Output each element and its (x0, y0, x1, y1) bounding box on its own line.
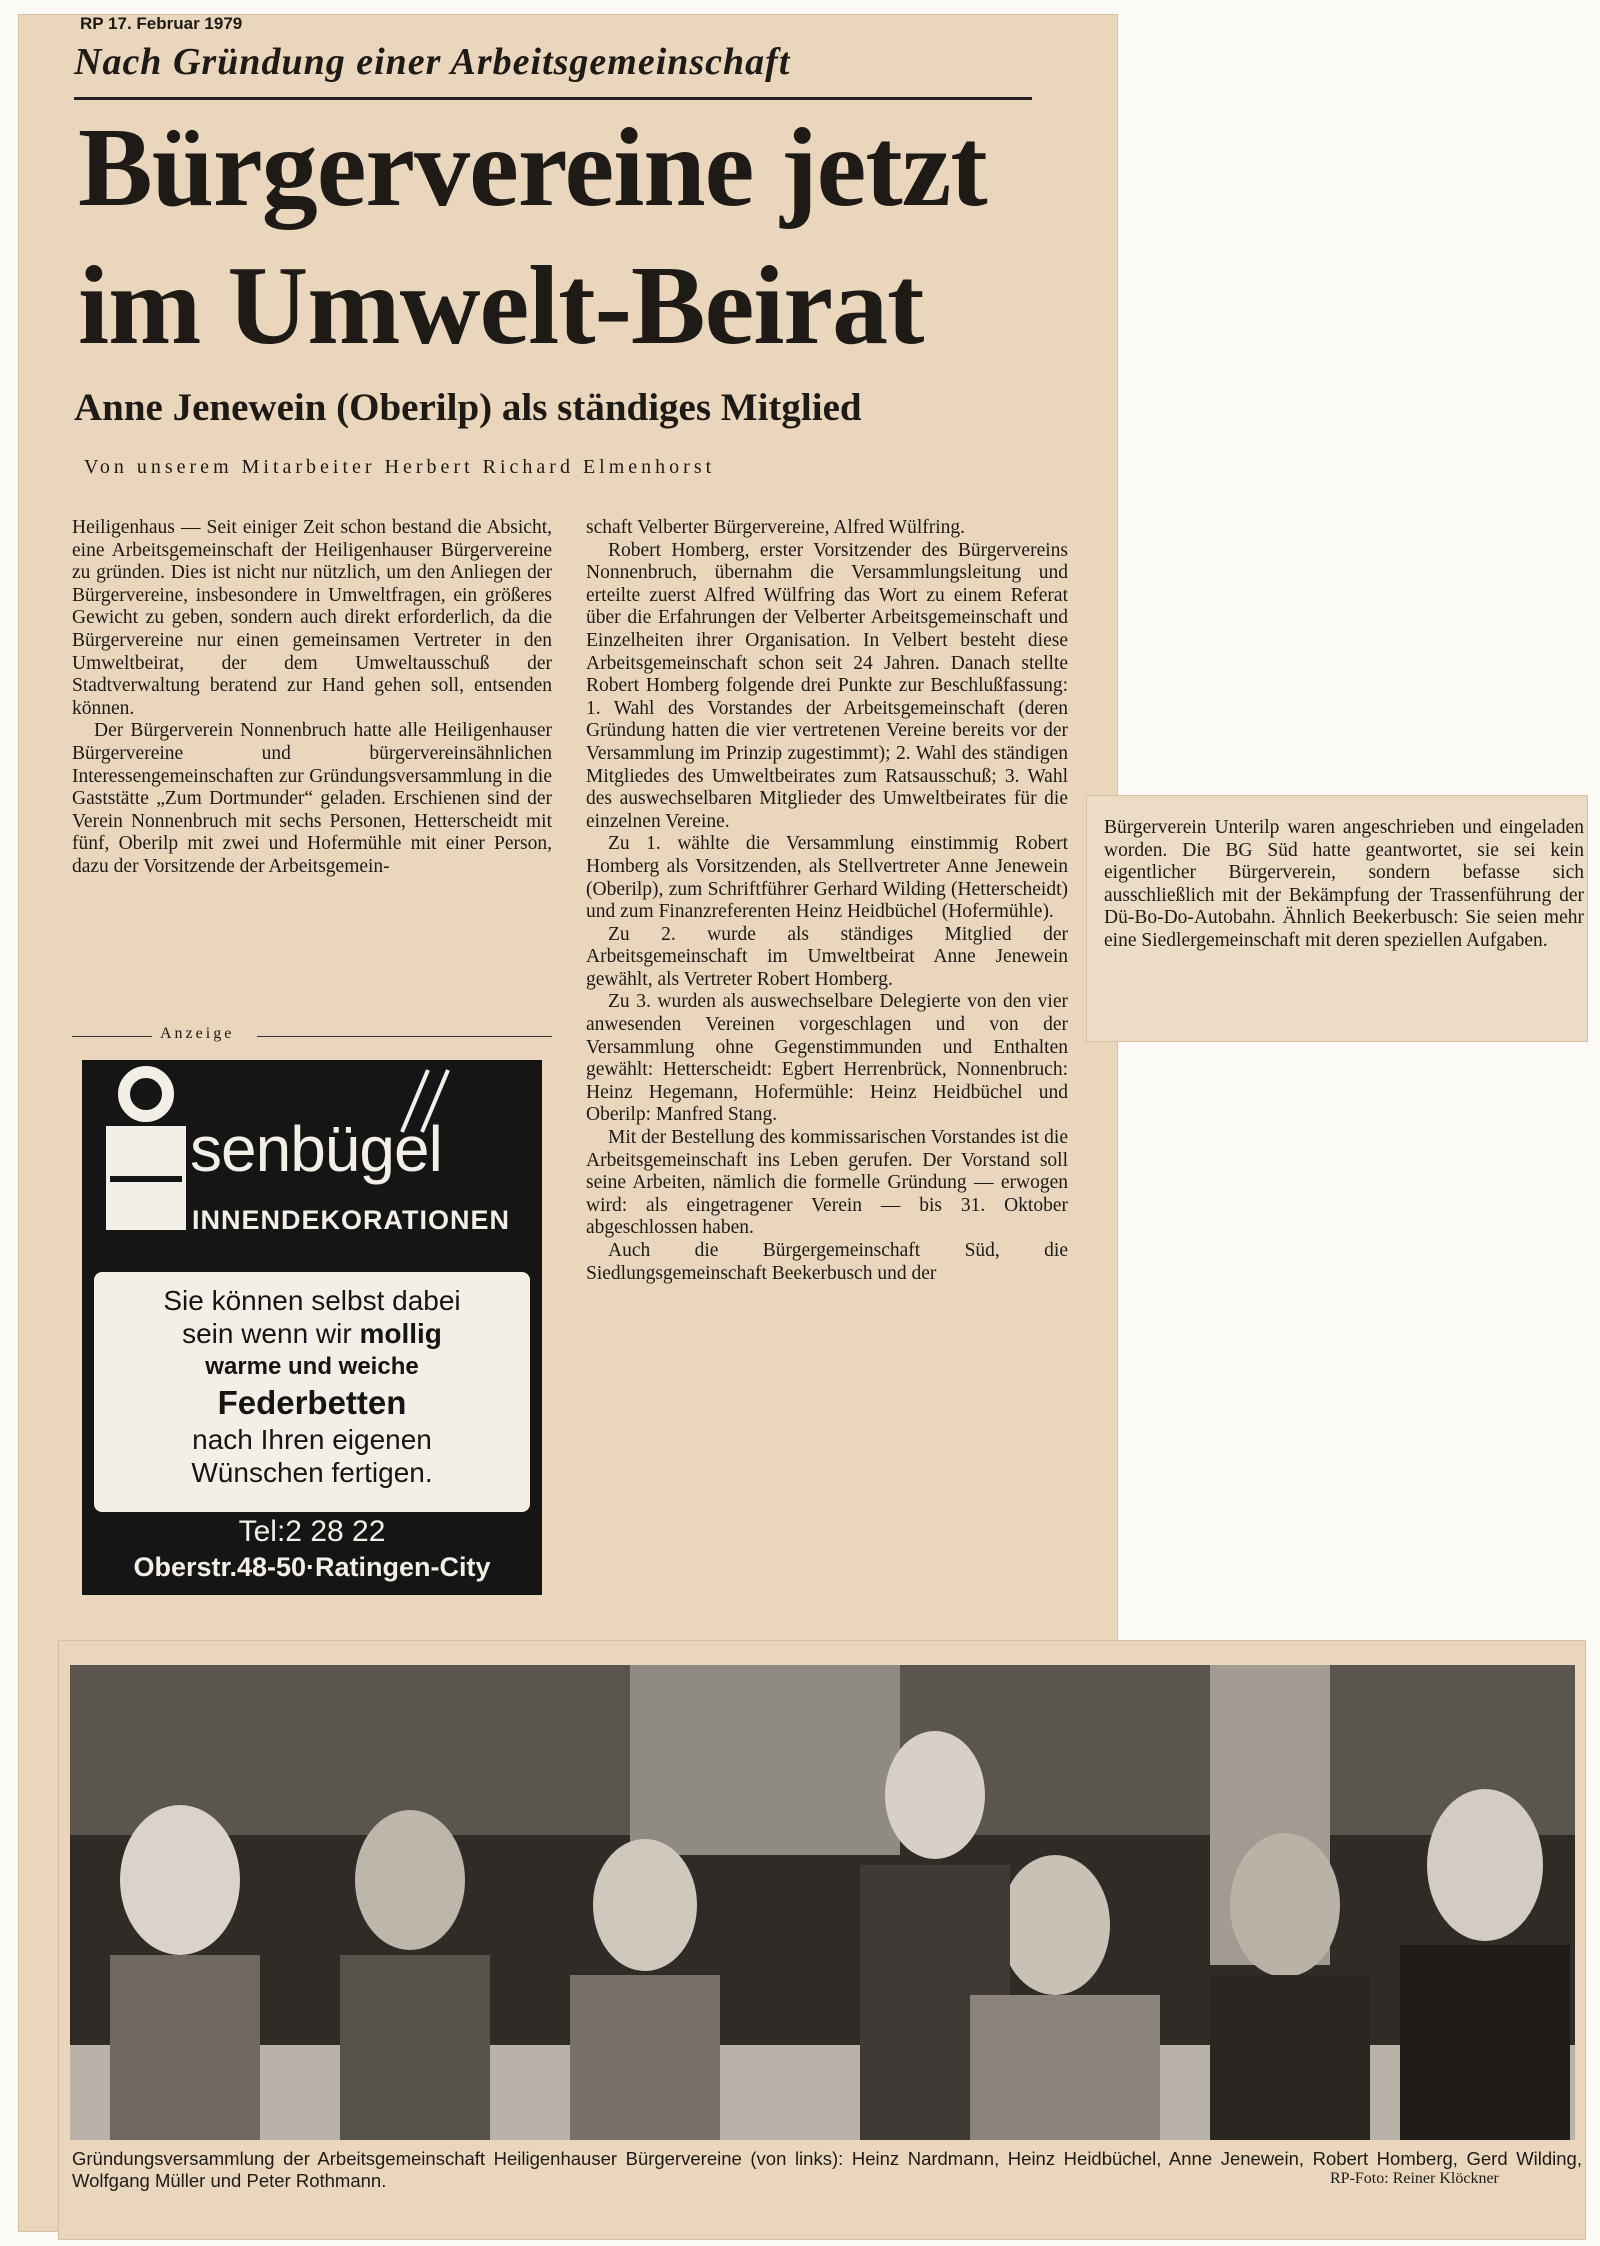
byline: Von unserem Mitarbeiter Herbert Richard Elmenhorst (84, 456, 716, 478)
ad-line-part: sein wenn wir (182, 1318, 360, 1349)
ad-line: warme und weiche (205, 1353, 419, 1380)
photo-caption: Gründungsversammlung der Arbeitsgemeinschaft Heiligenhauser Bürgervereine (von links): Heinz Nardmann, Heinz Heidbüchel, Anne Jenewein, Robert Homberg, Gerd Wilding, Wolfgang Müller und Peter Rothmann. (72, 2148, 1582, 2191)
ad-label-rule (257, 1036, 552, 1037)
kicker-headline: Nach Gründung einer Arbeitsgemeinschaft (74, 41, 791, 83)
ad-telephone: Tel:2 28 22 (238, 1515, 386, 1548)
article-paragraph: Zu 3. wurden als auswechselbare Delegierte von den vier anwesenden Vereinen vorgeschlagen und von der Versammlung ohne Gegenstimmunden und Enthalten gewählt: Hetterscheidt: Egbert Herrenbrück, Nonnenbruch: Heinz Hegemann, Hofermühle: Heinz Heidbüchel und Oberilp: Manfred Stang. (586, 991, 1068, 1126)
article-paragraph: Der Bürgerverein Nonnenbruch hatte alle Heiligenhauser Bürgervereine und bürgervereinsähnlichen Interessengemeinschaften zur Gründungsversammlung in die Gaststätte „Zum Dortmunder“ geladen. Erschienen sind der Verein Nonnenbruch mit sechs Personen, Hetterscheidt mit fünf, Oberilp mit zwei und Hofermühle mit einer Person, dazu der Vorsitzende der Arbeitsgemein- (72, 720, 552, 877)
ad-line-emphasis: mollig (359, 1318, 442, 1349)
ad-line: Sie können selbst dabei (163, 1285, 461, 1316)
ad-line: Wünschen fertigen. (191, 1457, 433, 1488)
ad-subtitle: INNENDEKORATIONEN (192, 1205, 511, 1235)
ad-line: nach Ihren eigenen (192, 1424, 432, 1455)
headline-line-1: Bürgervereine jetzt (78, 106, 987, 230)
subheadline: Anne Jenewein (Oberilp) als ständiges Mitglied (74, 386, 862, 429)
ad-address: Oberstr.48-50·Ratingen-City (133, 1552, 491, 1582)
ad-text-panel (94, 1272, 530, 1512)
article-column-3 (1104, 817, 1584, 953)
ad-line (94, 1317, 530, 1350)
group-photo (70, 1665, 1575, 2140)
article-paragraph: Auch die Bürgergemeinschaft Süd, die Siedlungsgemeinschaft Beekerbusch und der (586, 1240, 1068, 1284)
article-column-2 (586, 517, 1068, 1285)
isenbuegel-logo-i-icon (96, 1064, 196, 1234)
ad-logo-text: senbügel (190, 1113, 442, 1185)
ad-label-rule (72, 1036, 152, 1037)
article-paragraph: Zu 1. wählte die Versammlung einstimmig Robert Homberg als Vorsitzenden, als Stellvertreter Anne Jenewein (Oberilp), zum Schriftführer Gerhard Wilding (Hetterscheidt) und zum Finanzreferenten Heinz Heidbüchel (Hofermühle). (586, 833, 1068, 923)
ad-label: Anzeige (160, 1025, 235, 1042)
article-paragraph: Bürgerverein Unterilp waren angeschrieben und eingeladen worden. Die BG Süd hatte geantwortet, sie sei kein eigentlicher Bürgerverein, sondern befasse sich ausschließlich mit der Bekämpfung der Trassenführung der Dü-Bo-Do-Autobahn. Ähnlich Beekerbusch: Sie seien mehr eine Siedlergemeinschaft mit deren speziellen Aufgaben. (1104, 817, 1584, 951)
photo-credit: RP-Foto: Reiner Klöckner (1330, 2170, 1499, 2187)
article-paragraph: Mit der Bestellung des kommissarischen Vorstandes ist die Arbeitsgemeinschaft ins Leben gerufen. Der Vorstand soll seine Arbeiten, nämlich die formelle Gründung — erwogen wird: als eingetragener Verein — bis 31. Oktober abgeschlossen haben. (586, 1127, 1068, 1239)
article-paragraph: Heiligenhaus — Seit einiger Zeit schon bestand die Absicht, eine Arbeitsgemeinschaft der Heiligenhauser Bürgervereine zu gründen. Dies ist nicht nur nützlich, um den Anliegen der Bürgervereine, insbesondere in Umweltfragen, ein größeres Gewicht zu geben, sondern auch direkt erforderlich, da die Bürgervereine nur einen gemeinsamen Vertreter in den Umweltbeirat, der dem Umweltausschuß der Stadtverwaltung beratend zur Hand gehen soll, entsenden können. (72, 517, 552, 719)
article-paragraph: schaft Velberter Bürgervereine, Alfred Wülfring. (586, 517, 966, 538)
ad-label-row (72, 1025, 552, 1047)
kicker-rule (74, 97, 1032, 100)
article-paragraph: Robert Homberg, erster Vorsitzender des Bürgervereins Nonnenbruch, übernahm die Versammlungsleitung und erteilte zuerst Alfred Wülfring das Wort zu einem Referat über die Erfahrungen der Velberter Arbeitsgemeinschaft und Einzelheiten ihrer Organisation. In Velbert besteht diese Arbeitsgemeinschaft schon seit 24 Jahren. Danach stellte Robert Homberg folgende drei Punkte zur Beschlußfassung: 1. Wahl des Vorstandes der Arbeitsgemeinschaft (deren Gründung hatten die vier vertretenen Vereine bereits vor der Versammlung im Prinzip zugestimmt); 2. Wahl des ständigen Mitgliedes des Umweltbeirates zum Ratsausschuß; 3. Wahl des auswechselbaren Mitglieder des Umweltbeirates für die einzelnen Vereine. (586, 539, 1068, 832)
headline-line-2: im Umwelt-Beirat (78, 244, 924, 368)
advertisement (82, 1060, 542, 1595)
article-column-1 (72, 517, 552, 879)
dateline: RP 17. Februar 1979 (80, 14, 243, 33)
article-paragraph: Zu 2. wurde als ständiges Mitglied der Arbeitsgemeinschaft im Umweltbeirat Anne Jenewein gewählt, als Vertreter Robert Homberg. (586, 923, 1068, 990)
ad-line: Federbetten (217, 1384, 407, 1421)
group-photo-image (70, 1665, 1575, 2140)
